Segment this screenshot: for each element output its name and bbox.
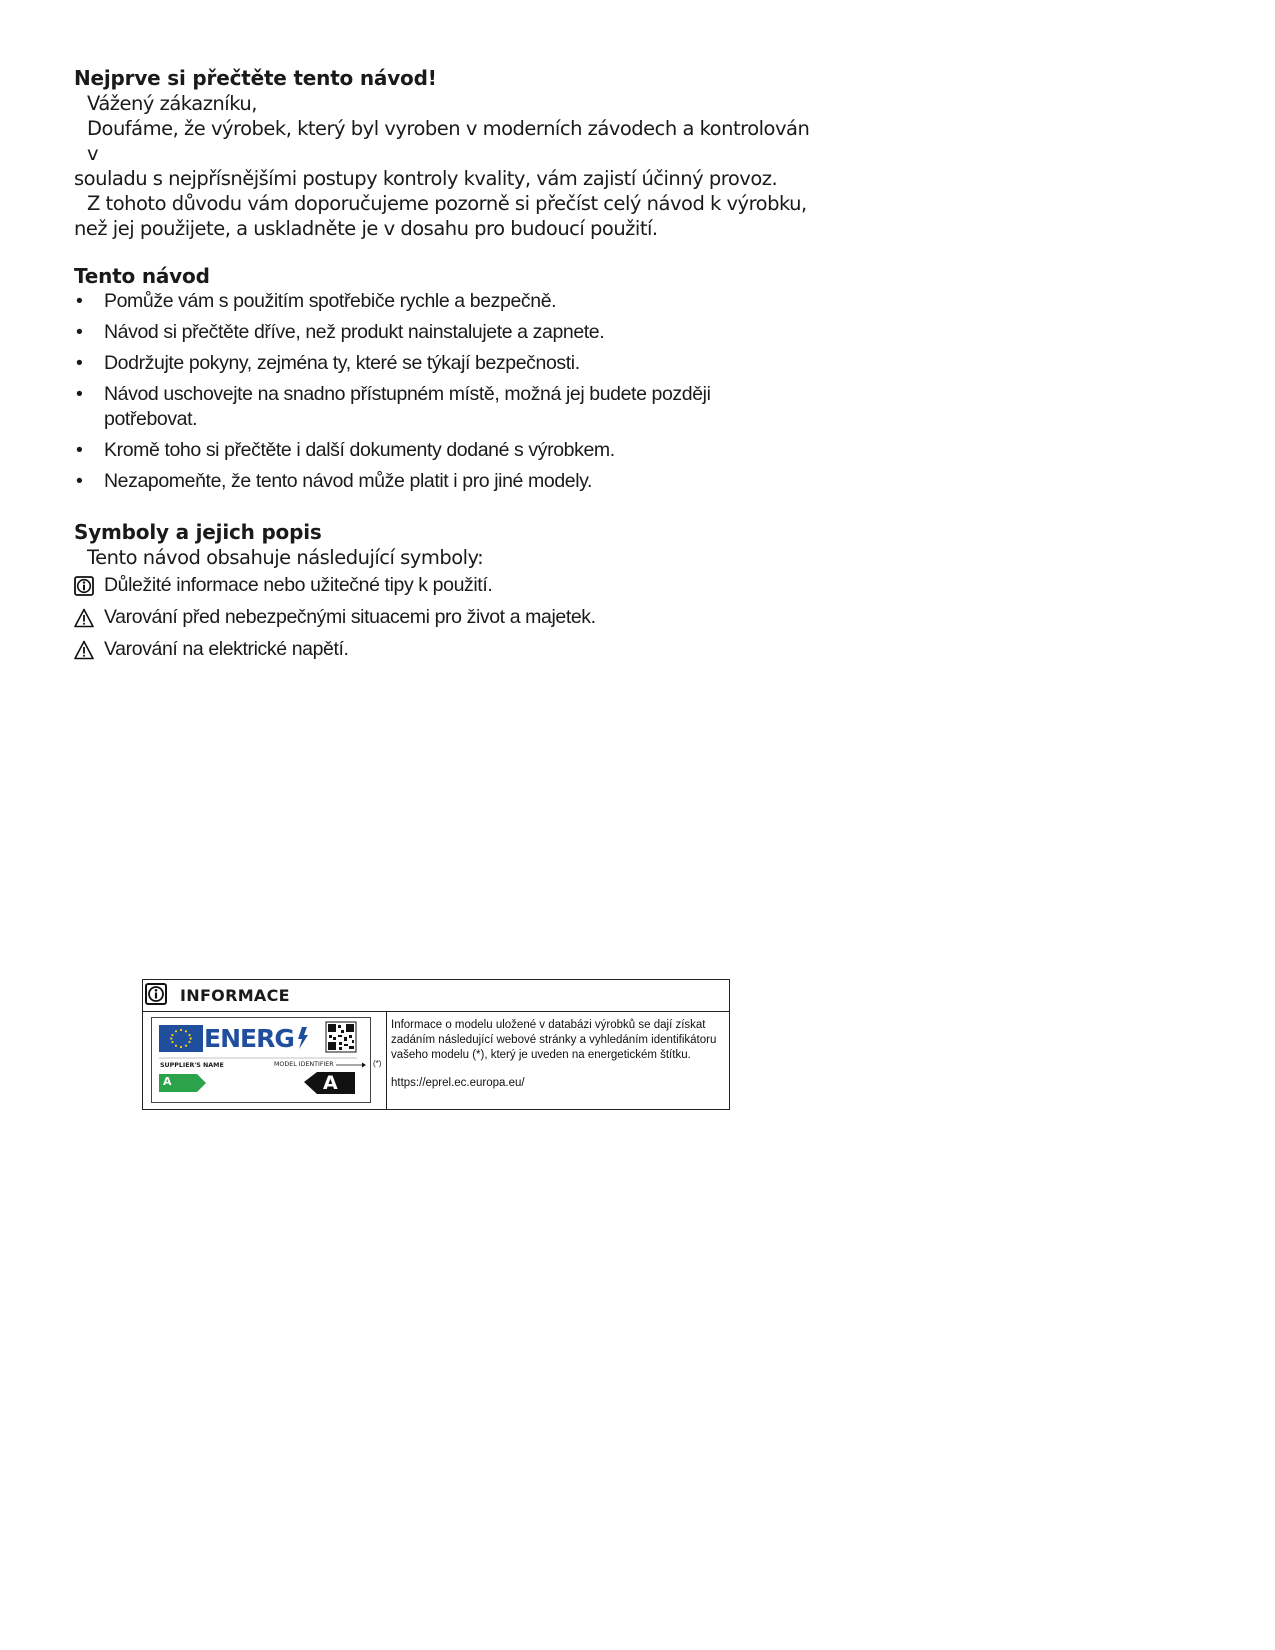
supplier-name: SUPPLIER'S NAME [160,1062,224,1069]
list-item: • Návod uschovejte na snadno přístupném místě, možná jej budete později potřebovat. [76,383,711,430]
info-icon [74,576,94,596]
content-column [74,66,814,662]
information-box [142,979,730,1110]
energy-class-big: A [323,1072,338,1094]
intro-title: Nejprve si přečtěte tento návod! [74,66,437,90]
information-title: INFORMACE [180,986,290,1005]
intro-paragraph-1b: souladu s nejpřísnějšími postupy kontroly kvality, vám zajistí účinný provoz. [74,167,778,190]
model-identifier: MODEL IDENTIFIER [274,1061,334,1068]
information-header [143,980,729,1012]
list-item: • Dodržujte pokyny, zejména ty, které se týkají bezpečnosti. [76,352,580,374]
symbol-text: Varování na elektrické napětí. [104,638,349,660]
qr-code [326,1022,356,1052]
warning-icon [74,640,94,660]
symbol-text: Důležité informace nebo užitečné tipy k použití. [104,574,493,596]
model-marker: (*) [373,1059,382,1068]
intro-paragraph-1a: Doufáme, že výrobek, který byl vyroben v moderních závodech a kontrolován v [87,117,810,165]
energy-logo-text: ENERG [204,1024,294,1053]
symbol-row-voltage [74,637,814,662]
warning-icon [74,608,94,628]
list-item: • Nezapomeňte, že tento návod může platit i pro jiné modely. [76,470,593,492]
symbol-row-warning [74,605,814,630]
intro-paragraph-2a: Z tohoto důvodu vám doporučujeme pozorně si přečíst celý návod k výrobku, [87,192,807,215]
information-text-block [391,1018,721,1091]
manual-title: Tento návod [74,264,210,288]
list-item: • Kromě toho si přečtěte i další dokumenty dodané s výrobkem. [76,439,615,461]
manual-list [74,289,814,494]
symbols-title: Symboly a jejich popis [74,520,322,544]
information-text: Informace o modelu uložené v databázi výrobků se dají získat zadáním následující webové stránky a vyhledáním identifikátoru vašeho modelu (*), který je uveden na energetickém štítku. [391,1019,717,1061]
greeting: Vážený zákazníku, [87,92,257,115]
symbol-text: Varování před nebezpečnými situacemi pro život a majetek. [104,606,596,628]
symbol-row-info [74,573,814,598]
energy-class-small: A [163,1075,172,1088]
list-item: • Pomůže vám s použitím spotřebiče rychle a bezpečně. [76,290,557,312]
list-item: • Návod si přečtěte dříve, než produkt nainstalujete a zapnete. [76,321,605,343]
eprel-link[interactable]: https://eprel.ec.europa.eu/ [391,1077,525,1089]
symbols-intro: Tento návod obsahuje následující symboly: [87,546,484,569]
info-icon [145,983,167,1005]
intro-paragraph-2b: než jej použijete, a uskladněte je v dosahu pro budoucí použití. [74,217,658,240]
bolt-icon [298,1027,308,1049]
information-divider [386,1011,387,1109]
